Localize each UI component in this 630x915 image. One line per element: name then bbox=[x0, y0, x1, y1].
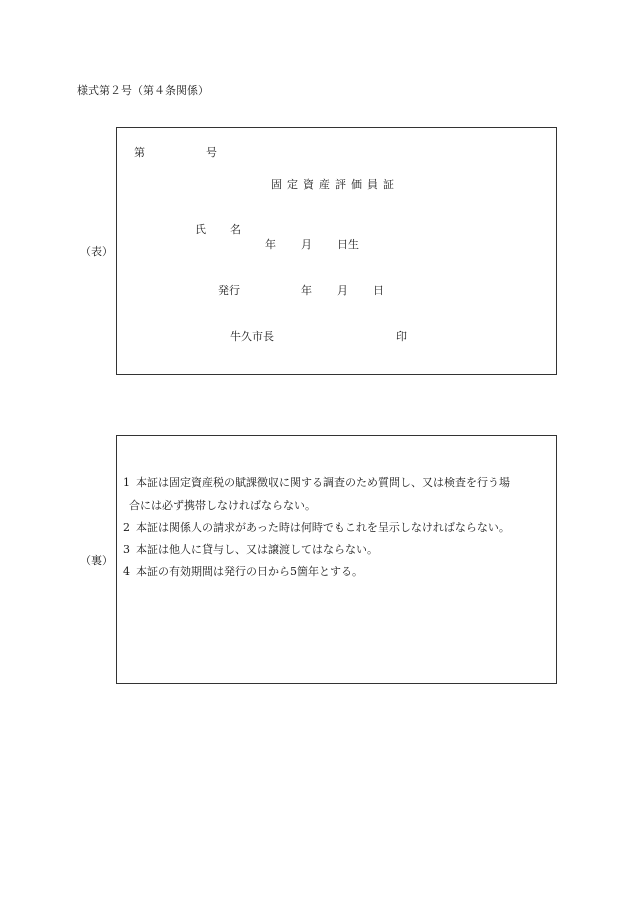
card-front bbox=[116, 127, 557, 375]
issued-month-label: 月 bbox=[337, 284, 348, 297]
issued-label: 発行 bbox=[218, 284, 240, 297]
note-item-continuation: 合には必ず携帯しなければならない。 bbox=[129, 499, 316, 512]
birth-day-label: 日生 bbox=[337, 238, 359, 251]
seal-mark: 印 bbox=[396, 330, 407, 343]
number-suffix: 号 bbox=[206, 146, 217, 159]
birth-month-label: 月 bbox=[301, 238, 312, 251]
issuer: 牛久市長 bbox=[230, 330, 274, 343]
front-side-label: （表） bbox=[80, 245, 113, 258]
note-item: 1 本証は固定資産税の賦課徴収に関する調査のため質問し、又は検査を行う場 bbox=[123, 476, 510, 489]
note-item: 2 本証は関係人の請求があった時は何時でもこれを呈示しなければならない。 bbox=[123, 521, 510, 534]
note-item: 3 本証は他人に貸与し、又は譲渡してはならない。 bbox=[123, 543, 378, 556]
card-title: 固定資産評価員証 bbox=[271, 178, 399, 191]
issued-day-label: 日 bbox=[373, 284, 384, 297]
number-prefix: 第 bbox=[134, 146, 145, 159]
card-back bbox=[116, 435, 557, 684]
issued-year-label: 年 bbox=[301, 284, 312, 297]
name-label-second: 名 bbox=[230, 223, 241, 236]
birth-year-label: 年 bbox=[265, 238, 276, 251]
form-number: 様式第２号（第４条関係） bbox=[77, 84, 209, 97]
note-item: 4 本証の有効期間は発行の日から5箇年とする。 bbox=[123, 565, 363, 578]
back-side-label: （裏） bbox=[80, 554, 113, 567]
name-label-first: 氏 bbox=[195, 223, 206, 236]
